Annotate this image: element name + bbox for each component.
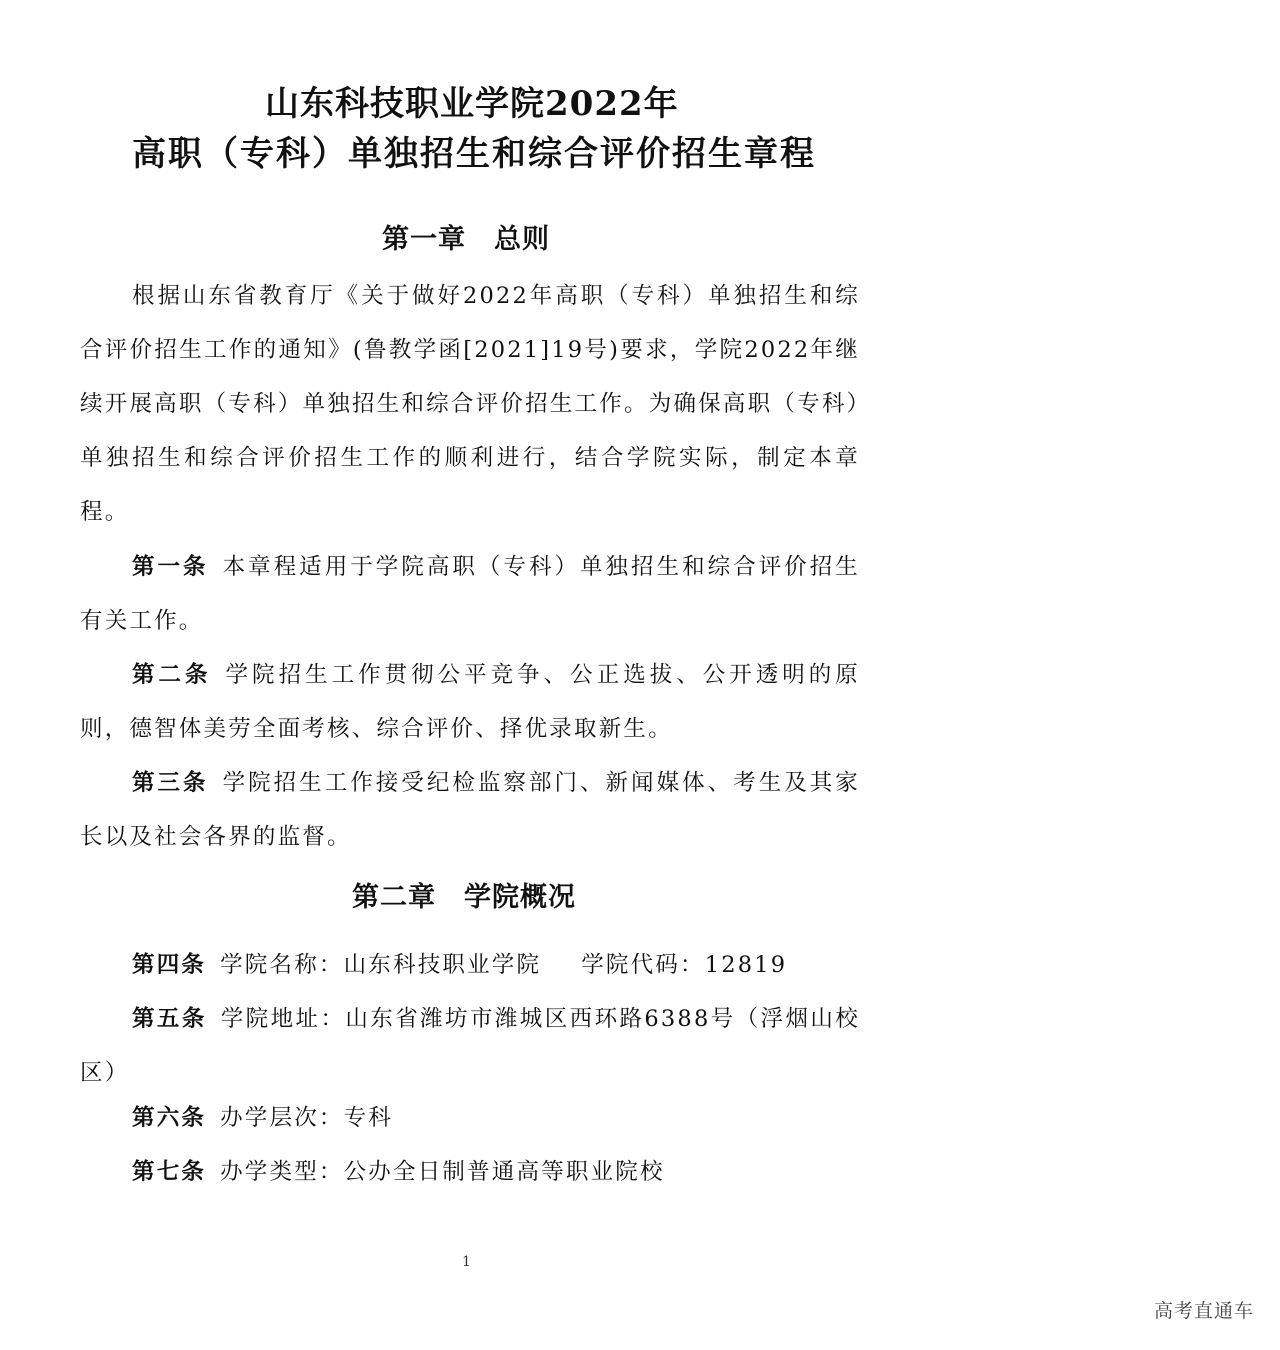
article-text: 学院地址：山东省潍坊市潍城区西环路6388号（浮烟山校区）	[80, 1006, 860, 1086]
article-3	[80, 756, 860, 864]
chapter-2-heading: 第二章 学院概况	[352, 882, 576, 913]
watermark-text: 高考直通车	[1153, 1300, 1254, 1322]
article-text: 学院招生工作接受纪检监察部门、新闻媒体、考生及其家长以及社会各界的监督。	[80, 770, 860, 850]
article-label: 第四条	[132, 952, 207, 978]
school-name-text: 学院名称：山东科技职业学院	[220, 952, 542, 978]
intro-paragraph: 根据山东省教育厅《关于做好2022年高职（专科）单独招生和综合评价招生工作的通知》(鲁教学函[2021]19号)要求，学院2022年继续开展高职（专科）单独招生和综合评价招生工作。为确保高职（专科）单独招生和综合评价招生工作的顺利进行，结合学院实际，制定本章程。	[80, 283, 860, 525]
article-text: 本章程适用于学院高职（专科）单独招生和综合评价招生有关工作。	[80, 554, 860, 634]
article-text: 办学层次：专科	[220, 1105, 394, 1131]
article-label: 第七条	[132, 1159, 207, 1185]
article-7	[80, 1145, 860, 1199]
article-label: 第一条	[132, 554, 209, 580]
chapter-1-heading: 第一章 总则	[382, 224, 550, 255]
article-5	[80, 992, 860, 1100]
article-6	[80, 1091, 860, 1145]
article-label: 第六条	[132, 1105, 207, 1131]
article-1	[80, 540, 860, 648]
document-title-line2: 高职（专科）单独招生和综合评价招生章程	[132, 134, 816, 174]
article-4	[80, 938, 860, 992]
article-text: 办学类型：公办全日制普通高等职业院校	[220, 1159, 665, 1185]
article-text: 学院招生工作贯彻公平竞争、公正选拔、公开透明的原则，德智体美劳全面考核、综合评价、择优录取新生。	[80, 662, 860, 742]
article-label: 第五条	[132, 1006, 207, 1032]
document-title-line1: 山东科技职业学院2022年	[265, 84, 679, 124]
page-number: 1	[462, 1254, 471, 1270]
article-label: 第二条	[132, 662, 212, 688]
article-label: 第三条	[132, 770, 209, 796]
article-2	[80, 648, 860, 756]
school-code-text: 学院代码：12819	[581, 952, 788, 978]
